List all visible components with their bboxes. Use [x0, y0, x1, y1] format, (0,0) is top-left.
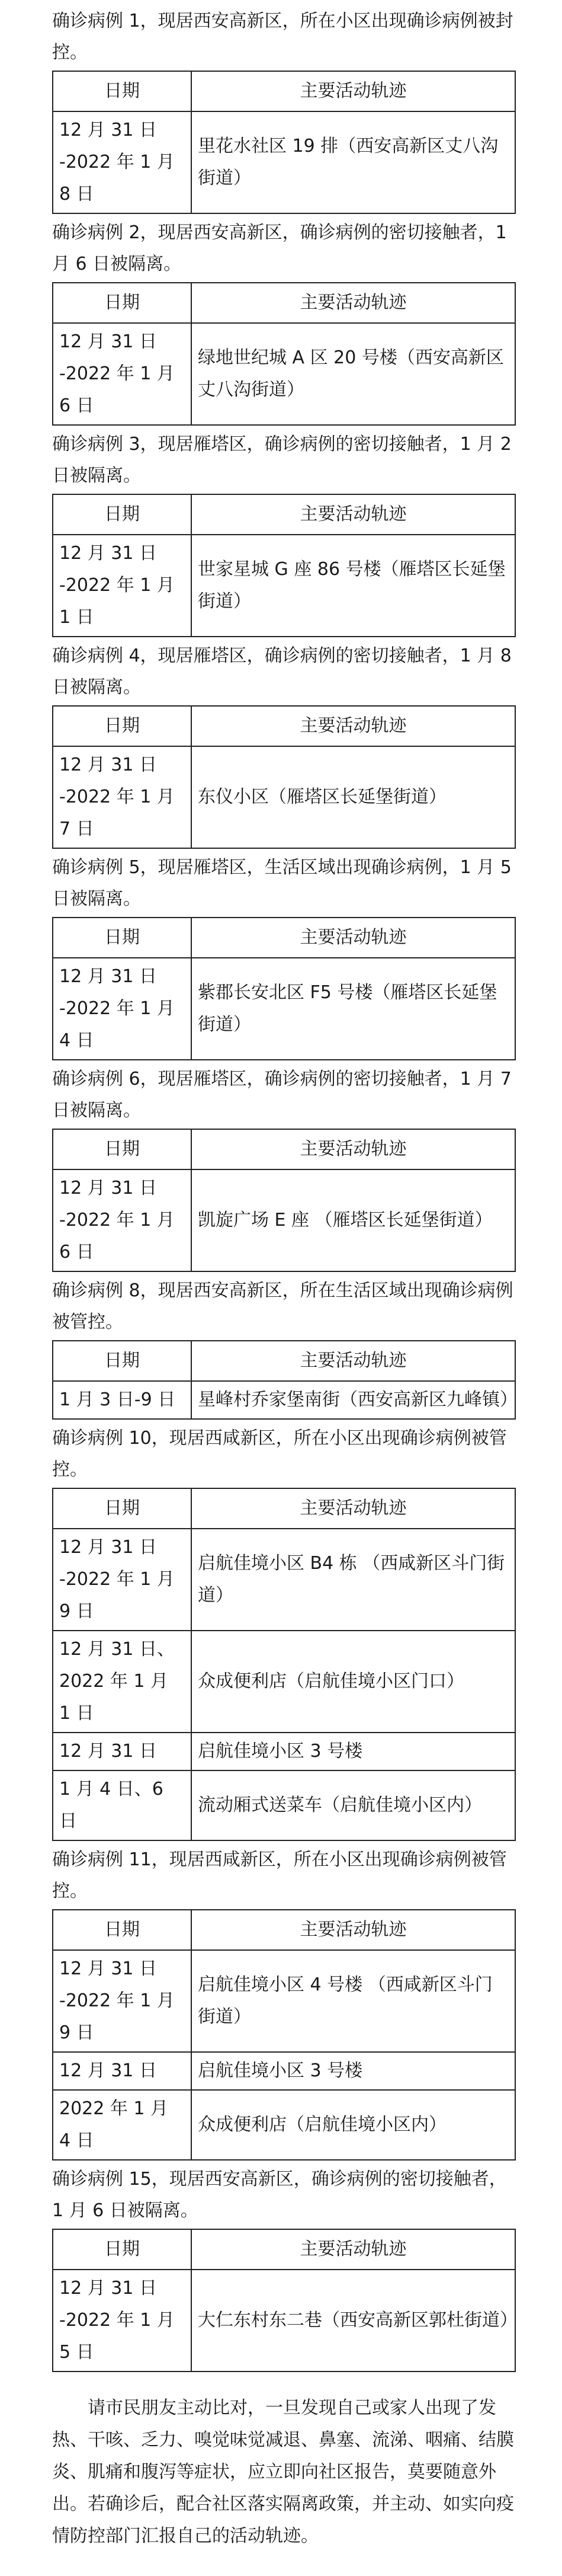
date-column-header: 日期: [53, 1488, 191, 1529]
table-row: [53, 111, 515, 213]
date-column-header: 日期: [53, 706, 191, 746]
case-list: [52, 6, 516, 2372]
table-row: [53, 535, 515, 637]
activity-table: [52, 1909, 516, 2160]
date-cell: 12 月 31 日 -2022 年 1 月 9 日: [53, 1529, 191, 1631]
table-row: [53, 958, 515, 1060]
date-cell: 12 月 31 日: [53, 1733, 191, 1770]
activity-cell: 绿地世纪城 A 区 20 号楼（西安高新区丈八沟街道）: [191, 323, 515, 425]
activity-column-header: 主要活动轨迹: [191, 706, 515, 746]
activity-table: [52, 494, 516, 637]
activity-column-header: 主要活动轨迹: [191, 494, 515, 535]
case-description: 确诊病例 1，现居西安高新区，所在小区出现确诊病例被封控。: [52, 11, 513, 63]
date-cell: 12 月 31 日 -2022 年 1 月 7 日: [53, 746, 191, 848]
table-header-row: [53, 706, 515, 746]
case-description: 确诊病例 6，现居雁塔区，确诊病例的密切接触者，1 月 7 日被隔离。: [52, 1069, 512, 1121]
activity-cell: 启航佳境小区 3 号楼: [191, 1733, 515, 1770]
date-cell: 12 月 31 日 -2022 年 1 月 8 日: [53, 111, 191, 213]
activity-table: [52, 917, 516, 1060]
date-column-header: 日期: [53, 1910, 191, 1950]
table-header-row: [53, 918, 515, 958]
activity-cell: 凯旋广场 E 座 （雁塔区长延堡街道）: [191, 1169, 515, 1271]
activity-cell: 众成便利店（启航佳境小区内）: [191, 2090, 515, 2160]
activity-column-header: 主要活动轨迹: [191, 71, 515, 111]
table-row: [53, 323, 515, 425]
date-column-header: 日期: [53, 494, 191, 535]
table-row: [53, 2052, 515, 2090]
activity-table: [52, 282, 516, 426]
activity-cell: 启航佳境小区 3 号楼: [191, 2052, 515, 2090]
case-description: 确诊病例 3，现居雁塔区，确诊病例的密切接触者，1 月 2 日被隔离。: [52, 434, 512, 486]
activity-column-header: 主要活动轨迹: [191, 283, 515, 323]
table-header-row: [53, 2229, 515, 2270]
activity-cell: 众成便利店（启航佳境小区门口）: [191, 1631, 515, 1733]
table-row: [53, 1169, 515, 1271]
activity-column-header: 主要活动轨迹: [191, 1341, 515, 1381]
activity-column-header: 主要活动轨迹: [191, 1129, 515, 1169]
activity-table: [52, 1488, 516, 1841]
case-description: 确诊病例 8，现居西安高新区，所在生活区域出现确诊病例被管控。: [52, 1280, 513, 1332]
activity-cell: 紫郡长安北区 F5 号楼（雁塔区长延堡街道）: [191, 958, 515, 1060]
activity-column-header: 主要活动轨迹: [191, 1488, 515, 1529]
activity-table: [52, 1340, 516, 1420]
activity-cell: 流动厢式送菜车（启航佳境小区内）: [191, 1770, 515, 1840]
date-cell: 12 月 31 日: [53, 2052, 191, 2090]
date-cell: 1 月 4 日、6 日: [53, 1770, 191, 1840]
table-header-row: [53, 283, 515, 323]
activity-table: [52, 705, 516, 849]
table-header-row: [53, 71, 515, 111]
table-row: [53, 2090, 515, 2160]
activity-cell: 里花水社区 19 排（西安高新区丈八沟街道）: [191, 111, 515, 213]
activity-cell: 启航佳境小区 B4 栋 （西咸新区斗门街道）: [191, 1529, 515, 1631]
date-column-header: 日期: [53, 1129, 191, 1169]
date-cell: 2022 年 1 月 4 日: [53, 2090, 191, 2160]
date-column-header: 日期: [53, 71, 191, 111]
date-column-header: 日期: [53, 283, 191, 323]
table-row: [53, 1950, 515, 2052]
closing-notice: 请市民朋友主动比对，一旦发现自己或家人出现了发热、干咳、乏力、嗅觉味觉减退、鼻塞、流涕、咽痛、结膜炎、肌痛和腹泻等症状，应立即向社区报告，莫要随意外出。若确诊后，配合社区落实隔离政策，并主动、如实向疫情防控部门汇报自己的活动轨迹。: [52, 2398, 514, 2546]
activity-cell: 启航佳境小区 4 号楼 （西咸新区斗门街道）: [191, 1950, 515, 2052]
table-header-row: [53, 1341, 515, 1381]
activity-column-header: 主要活动轨迹: [191, 918, 515, 958]
date-cell: 12 月 31 日 -2022 年 1 月 9 日: [53, 1950, 191, 2052]
date-cell: 1 月 3 日-9 日: [53, 1381, 191, 1419]
activity-cell: 世家星城 G 座 86 号楼（雁塔区长延堡街道）: [191, 535, 515, 637]
table-header-row: [53, 1488, 515, 1529]
date-cell: 12 月 31 日、2022 年 1 月 1 日: [53, 1631, 191, 1733]
date-cell: 12 月 31 日 -2022 年 1 月 4 日: [53, 958, 191, 1060]
case-description: 确诊病例 11，现居西咸新区，所在小区出现确诊病例被管控。: [52, 1849, 507, 1901]
activity-column-header: 主要活动轨迹: [191, 1910, 515, 1950]
activity-cell: 东仪小区（雁塔区长延堡街道）: [191, 746, 515, 848]
activity-column-header: 主要活动轨迹: [191, 2229, 515, 2270]
table-row: [53, 1381, 515, 1419]
table-header-row: [53, 1129, 515, 1169]
date-cell: 12 月 31 日 -2022 年 1 月 1 日: [53, 535, 191, 637]
table-row: [53, 1631, 515, 1733]
date-cell: 12 月 31 日 -2022 年 1 月 5 日: [53, 2270, 191, 2372]
case-description: 确诊病例 10，现居西咸新区，所在小区出现确诊病例被管控。: [52, 1428, 507, 1480]
activity-table: [52, 2229, 516, 2372]
date-column-header: 日期: [53, 1341, 191, 1381]
case-description: 确诊病例 4，现居雁塔区，确诊病例的密切接触者，1 月 8 日被隔离。: [52, 645, 512, 698]
date-cell: 12 月 31 日 -2022 年 1 月 6 日: [53, 323, 191, 425]
table-row: [53, 1770, 515, 1840]
table-header-row: [53, 494, 515, 535]
date-column-header: 日期: [53, 918, 191, 958]
activity-cell: 大仁东村东二巷（西安高新区郭杜街道）: [191, 2270, 515, 2372]
table-row: [53, 1529, 515, 1631]
table-row: [53, 746, 515, 848]
case-description: 确诊病例 2，现居西安高新区，确诊病例的密切接触者，1 月 6 日被隔离。: [52, 222, 507, 274]
table-row: [53, 2270, 515, 2372]
activity-table: [52, 1129, 516, 1272]
table-row: [53, 1733, 515, 1770]
case-description: 确诊病例 5，现居雁塔区，生活区域出现确诊病例，1 月 5 日被隔离。: [52, 857, 512, 909]
date-cell: 12 月 31 日 -2022 年 1 月 6 日: [53, 1169, 191, 1271]
activity-cell: 星峰村乔家堡南街（西安高新区九峰镇）: [191, 1381, 515, 1419]
table-header-row: [53, 1910, 515, 1950]
activity-table: [52, 71, 516, 214]
case-description: 确诊病例 15，现居西安高新区，确诊病例的密切接触者，1 月 6 日被隔离。: [52, 2169, 507, 2221]
date-column-header: 日期: [53, 2229, 191, 2270]
